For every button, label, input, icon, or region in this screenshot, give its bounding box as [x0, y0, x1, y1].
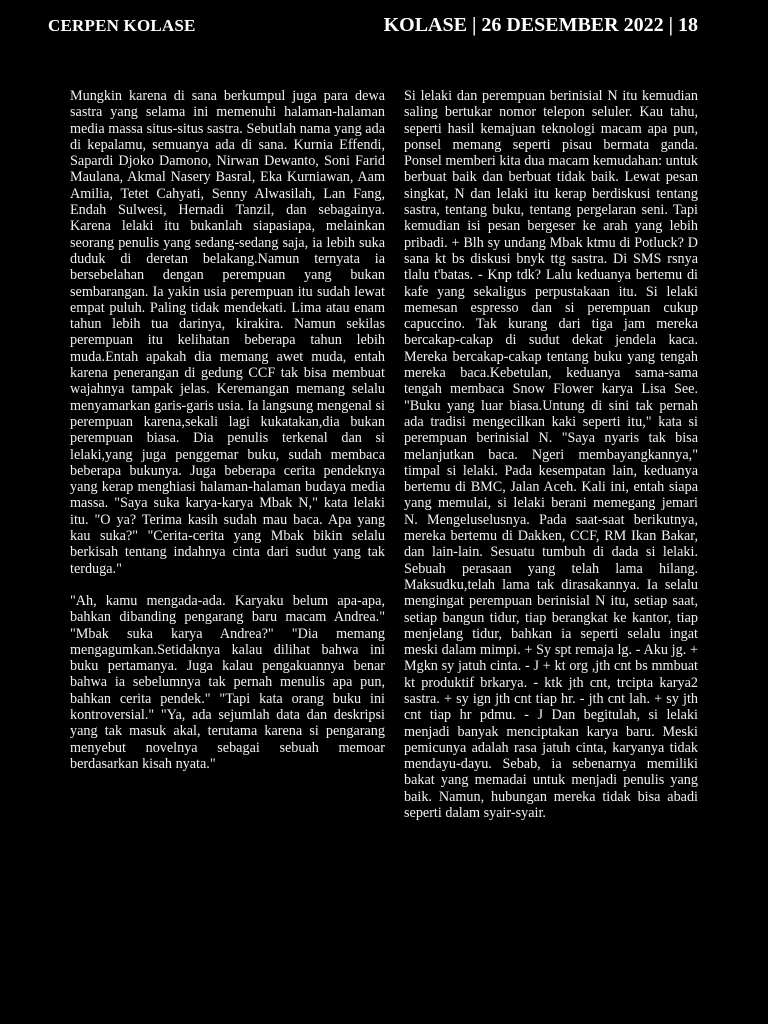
- paragraph: Mungkin karena di sana berkumpul juga para dewa sastra yang selama ini memenuhi halaman-halaman media massa situs-situs sastra. Sebutlah nama yang ada di kepalamu, semuanya ada di sana. Kurnia Effendi, Sapardi Djoko Damono, Nirwan Dewanto, Soni Farid Maulana, Akmal Nasery Basral, Eka Kurniawan, Aam Amilia, Tetet Cahyati, Senny Alwasilah, Lan Fang, Endah Sulwesi, Hernadi Tanzil, dan sebagainya. Karena lelaki itu bukanlah siapasiapa, melainkan seorang penulis yang sedang-sedang saja, ia lebih suka duduk di deretan belakang.Namun ternyata ia bersebelahan dengan perempuan yang bukan sembarangan. Ia yakin usia perempuan itu sudah lewat empat puluh. Paling tidak mendekati. Lima atau enam tahun lebih tua darinya, kirakira. Namun sekilas perempuan itu kelihatan beberapa tahun lebih muda.Entah apakah dia memang awet muda, entah karena penerangan di gedung CCF tak bisa membuat wajahnya tampak jelas. Keremangan memang selalu menyamarkan garis-garis usia. Ia langsung mengenal si perempuan karena,sekali lagi kukatakan,dia bukan perempuan biasa. Dia penulis terkenal dan si lelaki,yang juga penggemar buku, sudah membaca beberapa bukunya. Juga beberapa cerita pendeknya yang kerap menghiasi halaman-halaman budaya media massa. "Saya suka karya-karya Mbak N," kata lelaki itu. "O ya? Terima kasih sudah mau baca. Apa yang kau suka?" "Cerita-cerita yang Mbak bikin selalu berkisah tentang indahnya cinta dari sudut yang tak terduga.": [70, 88, 385, 577]
- right-text-column: [404, 88, 698, 837]
- edition-info: KOLASE | 26 DESEMBER 2022 | 18: [383, 14, 698, 36]
- paragraph: Si lelaki dan perempuan berinisial N itu kemudian saling bertukar nomor telepon seluler. Kau tahu, seperti hasil kemajuan teknologi macam apa pun, ponsel memang seperti pisau bermata ganda. Ponsel memberi kita dua macam kemudahan: untuk berbuat baik dan berbuat tidak baik. Lewat pesan singkat, N dan lelaki itu kerap berdiskusi tentang sastra, tentang buku, tentang pergelaran seni. Tapi kemudian isi pesan bergeser ke arah yang lebih pribadi. + Blh sy undang Mbak ktmu di Potluck? D sana kt bs diskusi bnyk ttg sastra. Di SMS rsnya tlalu t'batas. - Knp tdk? Lalu keduanya bertemu di kafe yang sekaligus perpustakaan itu. Si lelaki memesan espresso dan si perempuan cukup capuccino. Tak kurang dari tiga jam mereka bercakap-cakap di sudut dekat jendela kaca. Mereka bercakap-cakap tentang buku yang tengah mereka baca.Kebetulan, keduanya sama-sama tengah membaca Snow Flower karya Lisa See. "Buku yang luar biasa.Untung di sini tak pernah ada tradisi mengecilkan kaki seperti itu," kata si perempuan berinisial N. "Saya nyaris tak bisa melanjutkan baca. Ngeri membayangkannya," timpal si lelaki. Pada kesempatan lain, keduanya bertemu di BMC, Jalan Aceh. Kali ini, entah siapa yang memulai, si lelaki berani memegang jemari N. Mengeluselusnya. Pada saat-saat berikutnya, mereka bertemu di Dakken, CCF, RM Ikan Bakar, dan lain-lain. Sesuatu tumbuh di dada si lelaki. Sebuah perasaan yang telah lama hilang. Maksudku,telah lama tak dirasakannya. Ia selalu mengingat perempuan berinisial N itu, setiap saat, setiap bangun tidur, tiap berangkat ke kantor, tiap menjelang tidur, bahkan ia seperti selalu ingat meski dalam mimpi. + Sy spt remaja lg. - Aku jg. + Mgkn sy jatuh cinta. - J + kt org ,jth cnt bs mmbuat kt produktif brkarya. - ktk jth cnt, trcipta karya2 sastra. + sy ign jth cnt tiap hr. - jth cnt lah. + sy jth cnt tiap hr pdmu. - J Dan begitulah, si lelaki menjadi banyak menciptakan karya baru. Meski pemicunya adalah rasa jatuh cinta, karyanya tidak mendayu-dayu. Sebab, ia sebenarnya memiliki bakat yang memadai untuk menjadi penulis yang baik. Namun, hubungan mereka tidak bisa abadi seperti dalam syair-syair.: [404, 88, 698, 822]
- paragraph: "Ah, kamu mengada-ada. Karyaku belum apa-apa, bahkan dibanding pengarang baru macam Andrea." "Mbak suka karya Andrea?" "Dia memang mengagumkan.Setidaknya kalau dilihat bahwa ini buku pertamanya. Juga kalau pengakuannya benar bahwa ia sebelumnya tak pernah menulis apa pun, bahkan cerita pendek." "Tapi kata orang buku ini kontroversial." "Ya, ada sejumlah data dan deskripsi yang tak masuk akal, terutama karena si pengarang menyebut novelnya sebagai sebuah memoar berdasarkan kisah nyata.": [70, 592, 385, 772]
- left-text-column: [70, 88, 385, 788]
- section-title: CERPEN KOLASE: [48, 16, 196, 35]
- page-header: [0, 12, 768, 46]
